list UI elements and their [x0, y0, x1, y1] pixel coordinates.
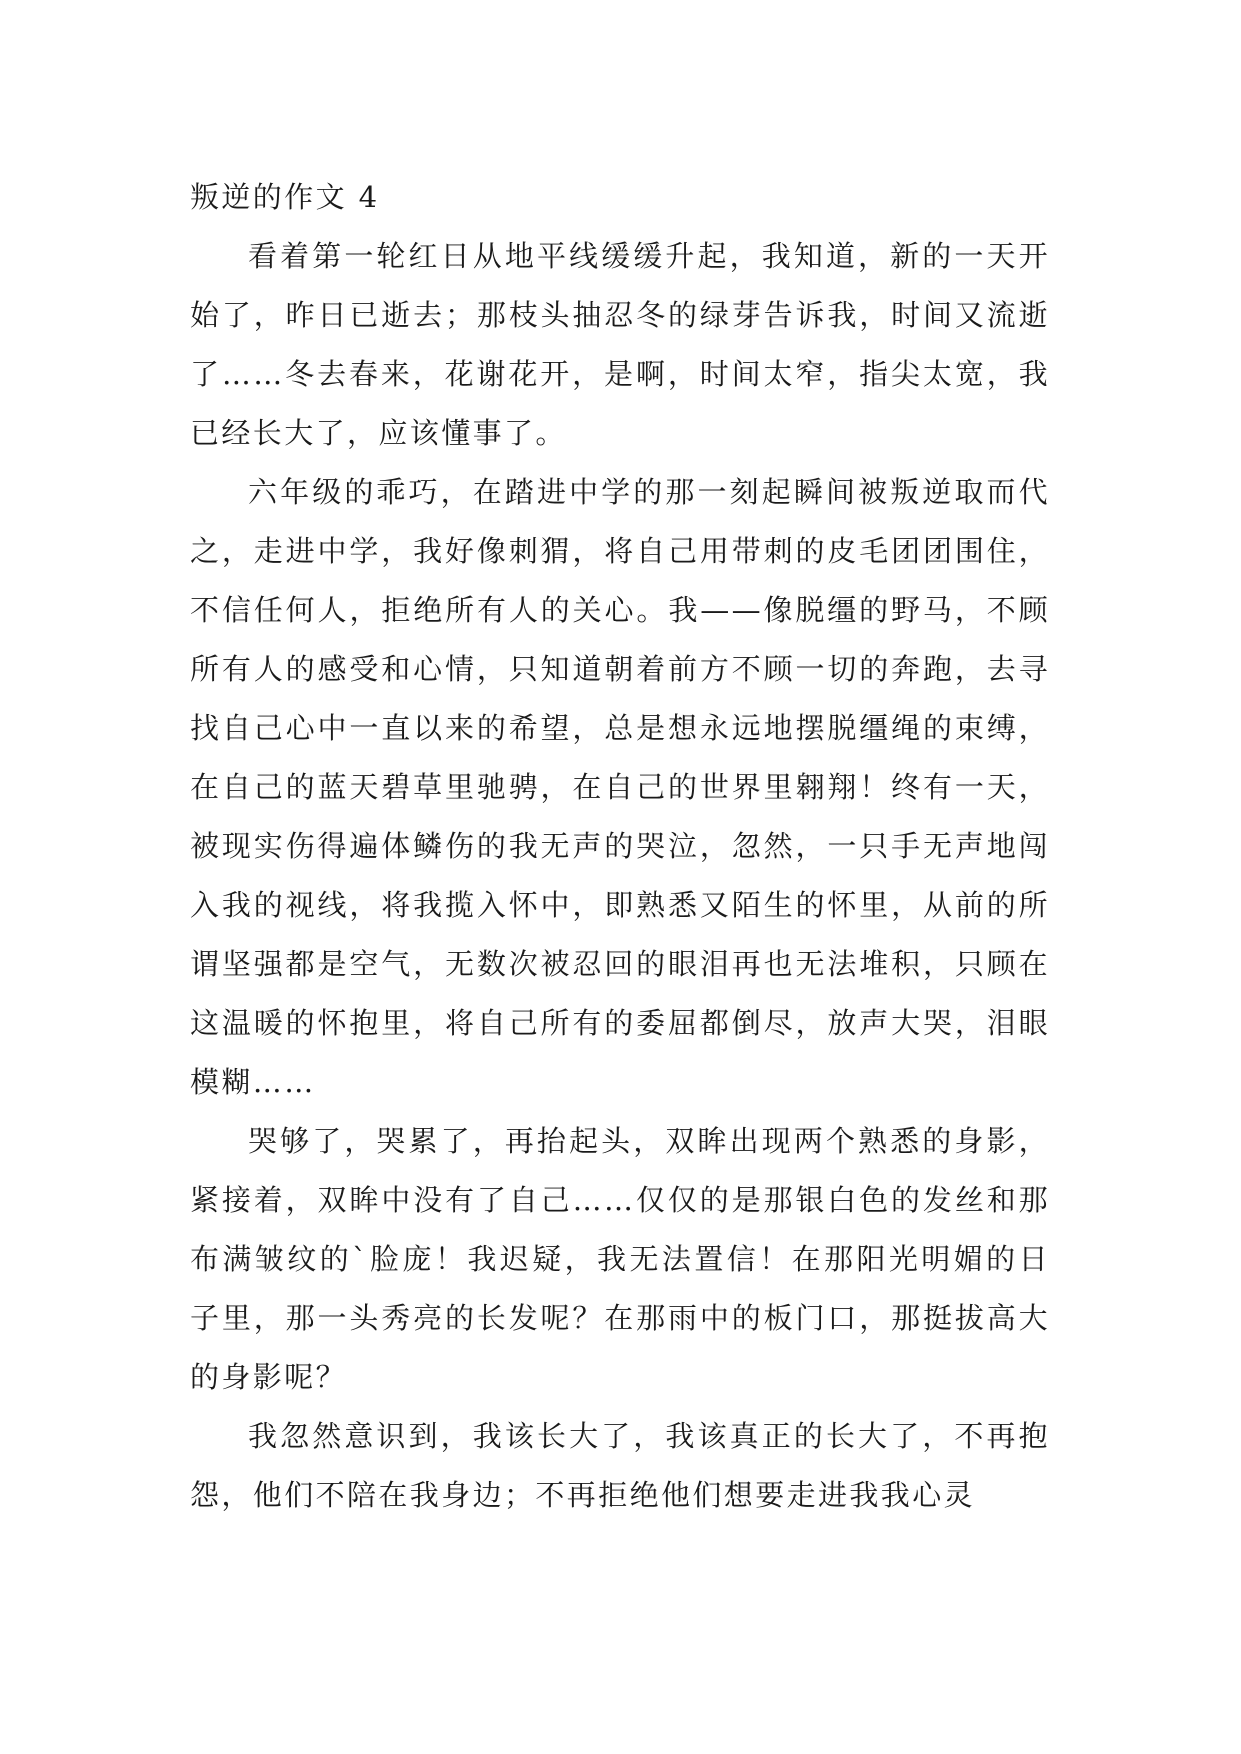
paragraph-1: 看着第一轮红日从地平线缓缓升起，我知道，新的一天开始了，昨日已逝去；那枝头抽忍冬的绿芽告诉我，时间又流逝了……冬去春来，花谢花开，是啊，时间太窄，指尖太宽，我已经长大了，应该懂事了。 — [190, 239, 1050, 450]
paragraph-3: 哭够了，哭累了，再抬起头，双眸出现两个熟悉的身影，紧接着，双眸中没有了自己……仅仅的是那银白色的发丝和那布满皱纹的`脸庞！我迟疑，我无法置信！在那阳光明媚的日子里，那一头秀亮的长发呢？在那雨中的板门口，那挺拔高大的身影呢？ — [190, 1124, 1050, 1394]
paragraph-2: 六年级的乖巧，在踏进中学的那一刻起瞬间被叛逆取而代之，走进中学，我好像刺猬，将自己用带刺的皮毛团团围住，不信任何人，拒绝所有人的关心。我——像脱缰的野马，不顾所有人的感受和心情，只知道朝着前方不顾一切的奔跑，去寻找自己心中一直以来的希望，总是想永远地摆脱缰绳的束缚，在自己的蓝天碧草里驰骋，在自己的世界里翱翔！终有一天，被现实伤得遍体鳞伤的我无声的哭泣，忽然，一只手无声地闯入我的视线，将我揽入怀中，即熟悉又陌生的怀里，从前的所谓坚强都是空气，无数次被忍回的眼泪再也无法堆积，只顾在这温暖的怀抱里，将自己所有的委屈都倒尽，放声大哭，泪眼模糊…… — [190, 475, 1050, 1099]
essay-title: 叛逆的作文 4 — [190, 180, 380, 214]
paragraph-4: 我忽然意识到，我该长大了，我该真正的长大了，不再抱怨，他们不陪在我身边；不再拒绝他们想要走进我我心灵 — [190, 1419, 1050, 1512]
essay-body — [190, 168, 1050, 1525]
